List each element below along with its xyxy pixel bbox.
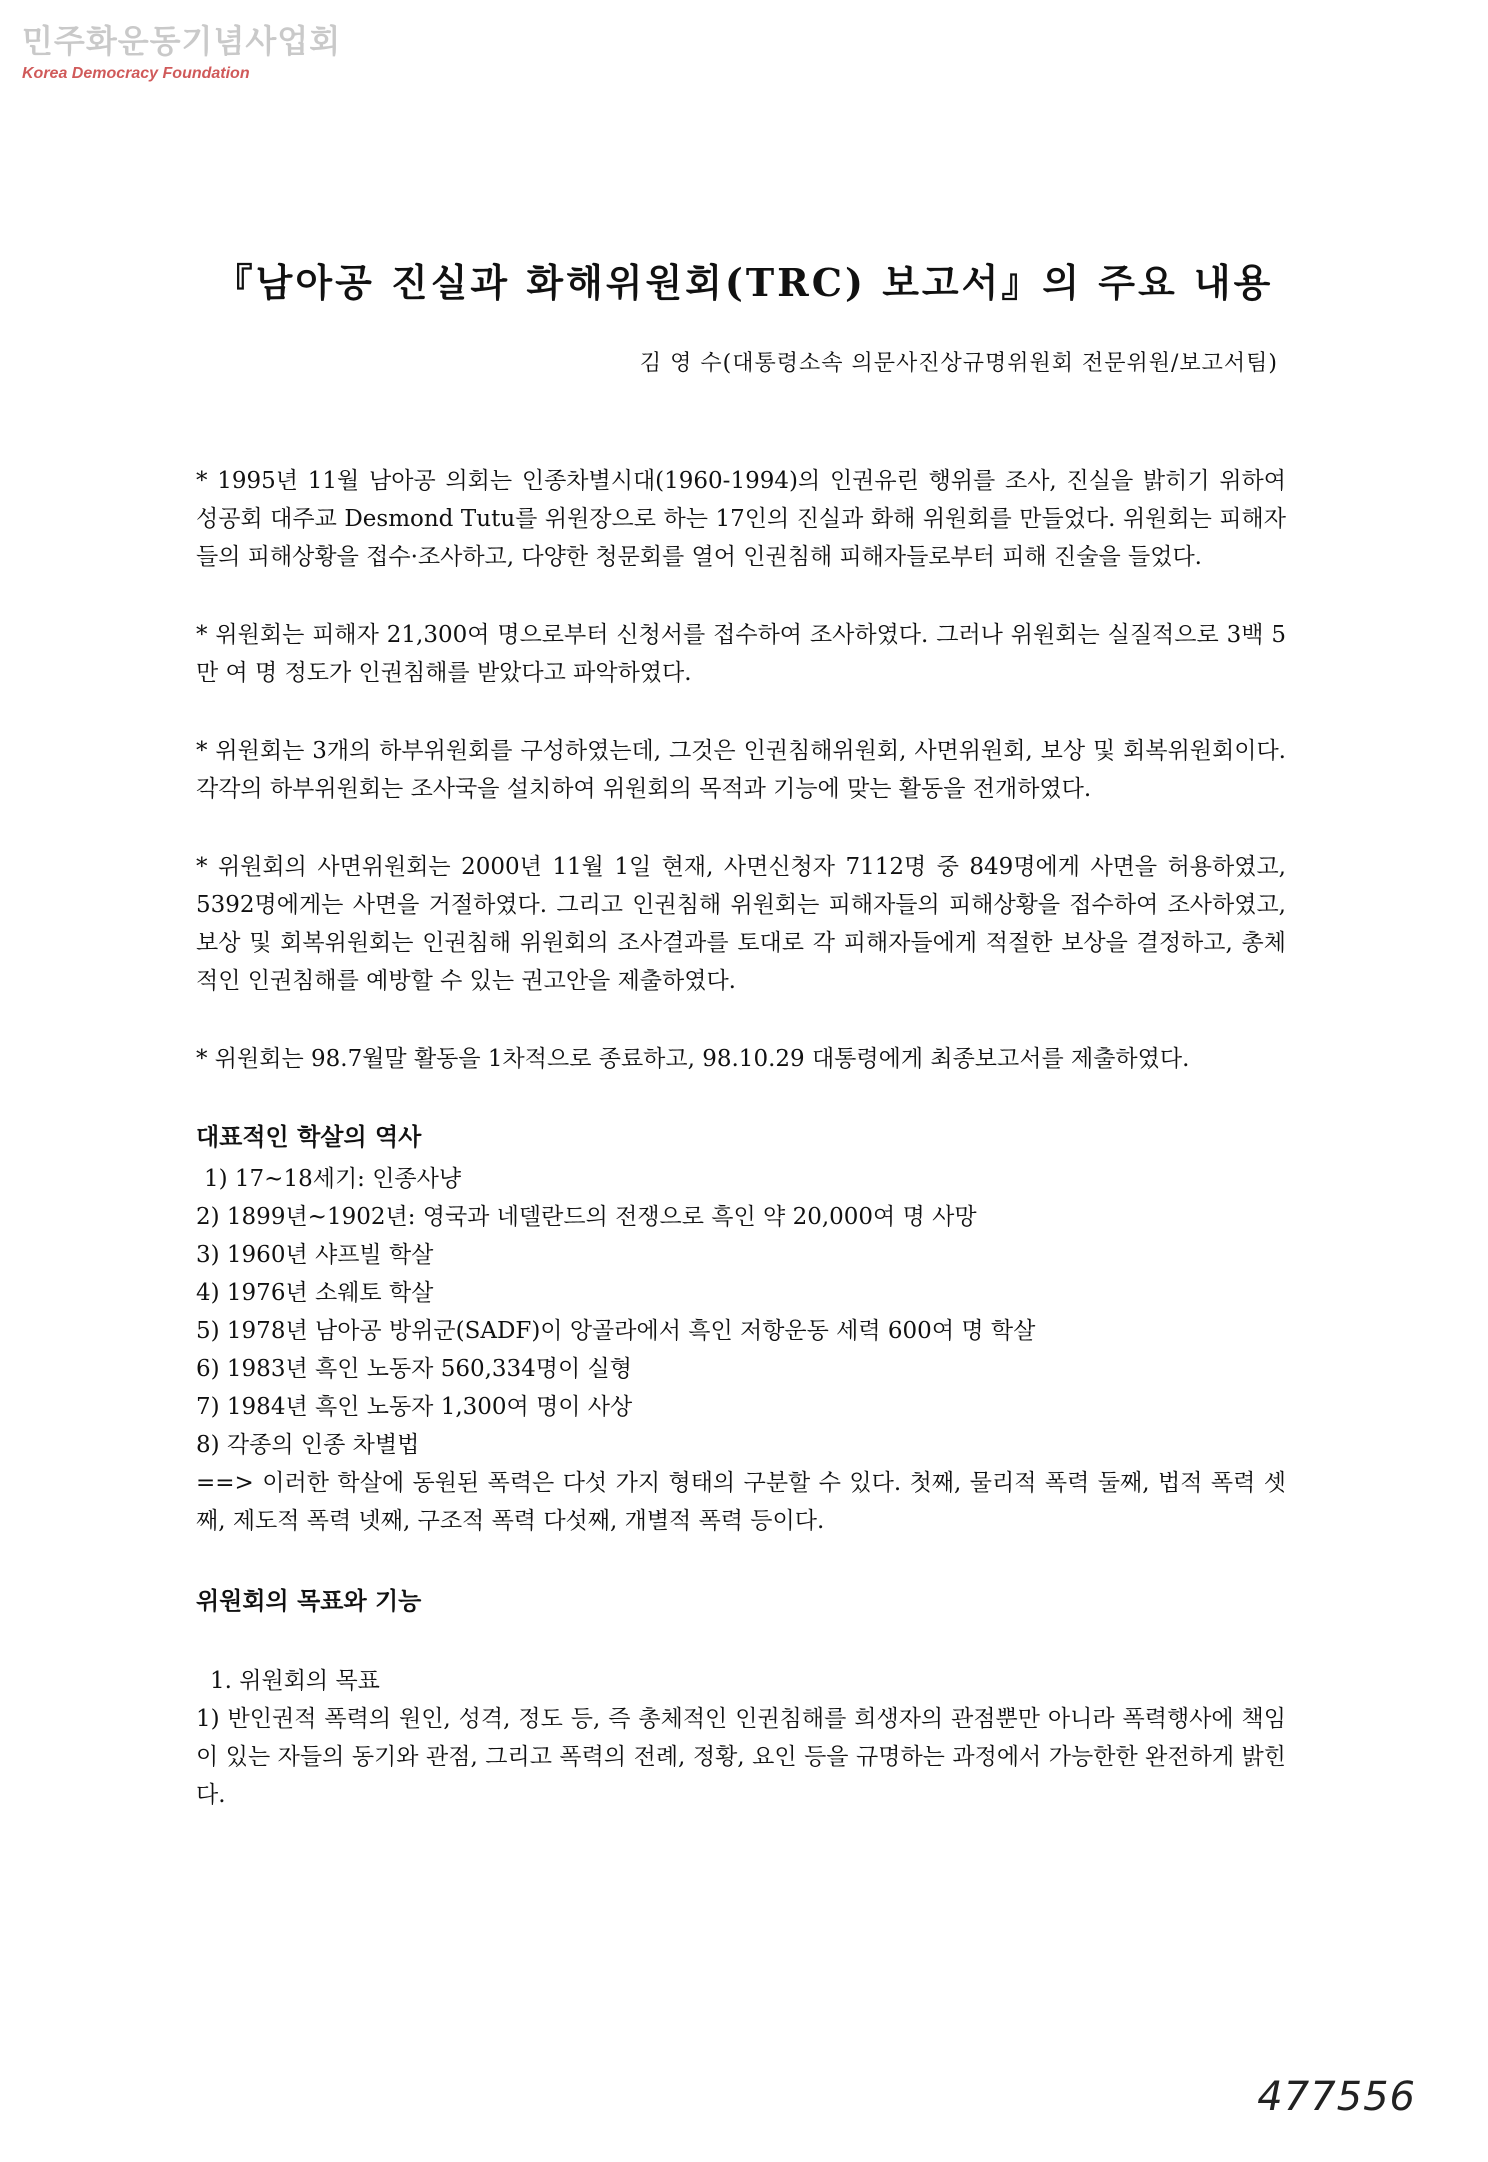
massacre-item: 6) 1983년 흑인 노동자 560,334명이 실형	[196, 1356, 632, 1382]
document-body	[196, 462, 1286, 1814]
paragraph-2: * 위원회는 피해자 21,300여 명으로부터 신청서를 접수하여 조사하였다. 그러나 위원회는 실질적으로 3백 5만 여 명 정도가 인권침해를 받았다고 파악하였다.	[196, 622, 1286, 686]
massacre-item: 1) 17~18세기: 인종사냥	[204, 1166, 462, 1192]
document-title: 『남아공 진실과 화해위원회(TRC) 보고서』의 주요 내용	[214, 260, 1274, 305]
massacre-item: 7) 1984년 흑인 노동자 1,300여 명이 사상	[196, 1394, 633, 1420]
massacre-item: 3) 1960년 샤프빌 학살	[196, 1242, 434, 1268]
massacre-item: 2) 1899년~1902년: 영국과 네델란드의 전쟁으로 흑인 약 20,000여 명 사망	[196, 1204, 977, 1230]
section-heading-goals: 위원회의 목표와 기능	[196, 1586, 422, 1615]
paragraph-5: * 위원회는 98.7월말 활동을 1차적으로 종료하고, 98.10.29 대통령에게 최종보고서를 제출하였다.	[196, 1046, 1190, 1072]
watermark-logo	[22, 22, 341, 84]
page-stamp: 477556	[1257, 2074, 1416, 2120]
massacre-conclusion: ==> 이러한 학살에 동원된 폭력은 다섯 가지 형태의 구분할 수 있다. 첫째, 물리적 폭력 둘째, 법적 폭력 셋째, 제도적 폭력 넷째, 구조적 폭력 다섯째, 개별적 폭력 등이다.	[196, 1470, 1286, 1534]
massacre-item: 5) 1978년 남아공 방위군(SADF)이 앙골라에서 흑인 저항운동 세력 600여 명 학살	[196, 1318, 1036, 1344]
watermark-korean: 민주화운동기념사업회	[22, 22, 342, 60]
goal-item: 1) 반인권적 폭력의 원인, 성격, 정도 등, 즉 총체적인 인권침해를 희생자의 관점뿐만 아니라 폭력행사에 책임이 있는 자들의 동기와 관점, 그리고 폭력의 전례, 정황, 요인 등을 규명하는 과정에서 가능한한 완전하게 밝힌다.	[196, 1706, 1286, 1808]
paragraph-1: * 1995년 11월 남아공 의회는 인종차별시대(1960-1994)의 인권유린 행위를 조사, 진실을 밝히기 위하여 성공회 대주교 Desmond Tutu를 위원장으로 하는 17인의 진실과 화해 위원회를 만들었다. 위원회는 피해자들의 피해상황을 접수·조사하고, 다양한 청문회를 열어 인권침해 피해자들로부터 피해 진술을 들었다.	[196, 468, 1286, 570]
document-author: 김 영 수(대통령소속 의문사진상규명위원회 전문위원/보고서팀)	[639, 351, 1278, 376]
section-heading-massacres: 대표적인 학살의 역사	[196, 1122, 422, 1151]
paragraph-3: * 위원회는 3개의 하부위원회를 구성하였는데, 그것은 인권침해위원회, 사면위원회, 보상 및 회복위원회이다. 각각의 하부위원회는 조사국을 설치하여 위원회의 목적과 기능에 맞는 활동을 전개하였다.	[196, 738, 1286, 802]
watermark-english: Korea Democracy Foundation	[22, 65, 250, 82]
goals-sub-heading: 1. 위원회의 목표	[210, 1668, 380, 1694]
massacre-item: 4) 1976년 소웨토 학살	[196, 1280, 434, 1306]
paragraph-4: * 위원회의 사면위원회는 2000년 11월 1일 현재, 사면신청자 7112명 중 849명에게 사면을 허용하였고, 5392명에게는 사면을 거절하였다. 그리고 인권침해 위원회는 피해자들의 피해상황을 접수하여 조사하였고, 보상 및 회복위원회는 인권침해 위원회의 조사결과를 토대로 각 피해자들에게 적절한 보상을 결정하고, 총체적인 인권침해를 예방할 수 있는 권고안을 제출하였다.	[196, 854, 1286, 994]
massacre-item: 8) 각종의 인종 차별법	[196, 1432, 420, 1458]
